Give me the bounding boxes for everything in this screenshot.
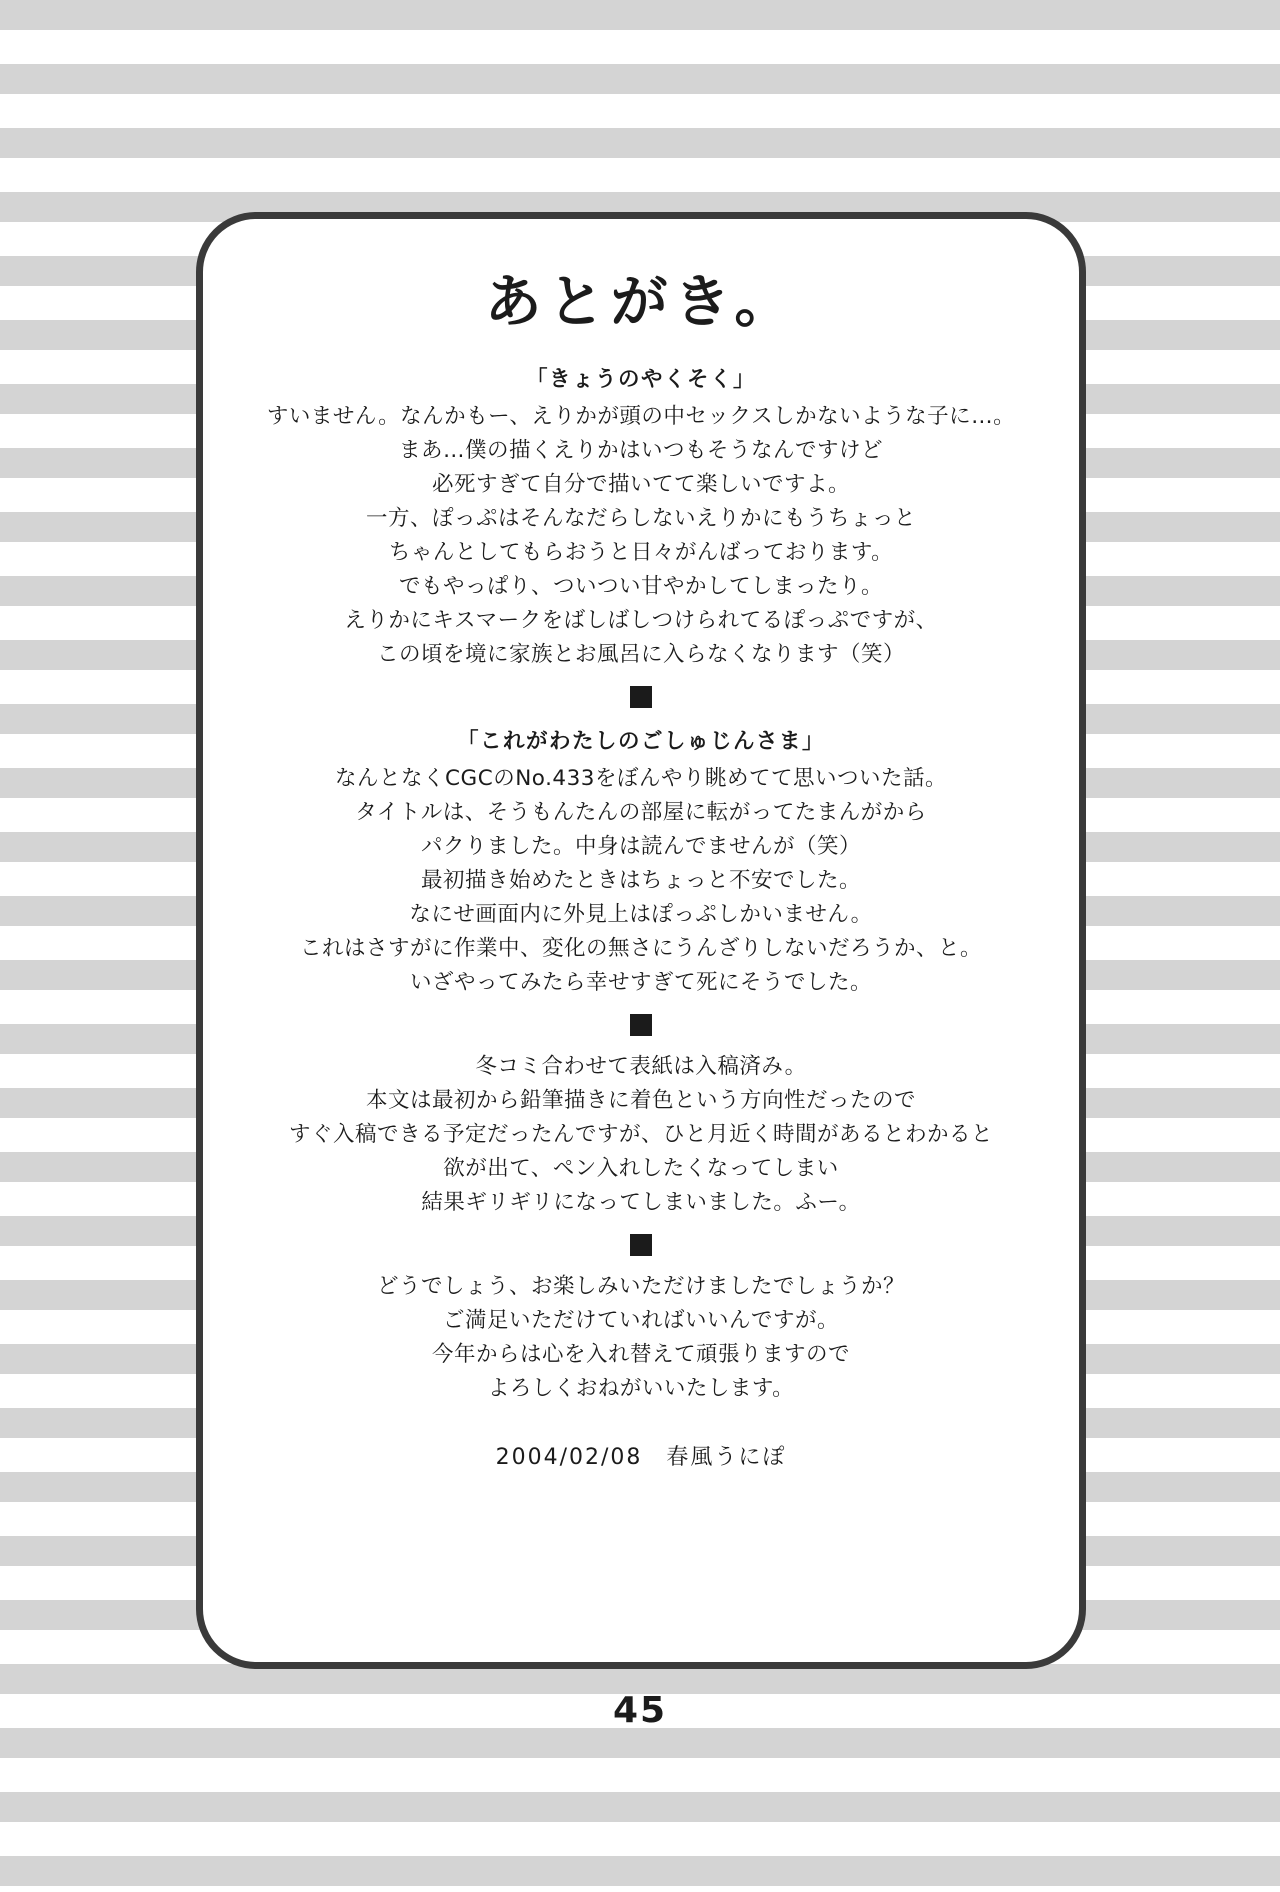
afterword-section-2 [243,722,1039,1000]
page-number: 45 [612,1690,668,1731]
signature-line: 2004/02/08 春風うにぽ [495,1444,787,1470]
body-line: 冬コミ合わせて表紙は入稿済み。 [475,1053,807,1079]
body-line: この頃を境に家族とお風呂に入らなくなります（笑） [376,641,905,667]
afterword-section-1 [243,360,1039,672]
body-line: なんとなくCGCのNo.433をぼんやり眺めてて思いついた話。 [335,765,947,791]
body-line: パクりました。中身は読んでませんが（笑） [420,833,861,859]
body-line: ちゃんとしてもらおうと日々がんばっております。 [388,539,894,565]
body-line: タイトルは、そうもんたんの部屋に転がってたまんがから [355,799,927,825]
section-divider-square [630,686,652,708]
body-line: すいません。なんかもー、えりかが頭の中セックスしかないような子に…。 [266,403,1016,429]
body-line: これはさすがに作業中、変化の無さにうんざりしないだろうか、と。 [299,935,982,961]
afterword-card [196,212,1086,1669]
body-line: えりかにキスマークをばしばしつけられてるぽっぷですが、 [344,607,938,633]
body-line: 本文は最初から鉛筆描きに着色という方向性だったので [365,1087,916,1113]
body-line: いざやってみたら幸せすぎて死にそうでした。 [409,969,872,995]
body-line: よろしくおねがいいたします。 [487,1375,795,1401]
section-divider-square [630,1234,652,1256]
section-heading: 「これがわたしのごしゅじんさま」 [456,728,825,754]
page-title: あとがき。 [484,269,798,335]
afterword-section-3 [243,1050,1039,1220]
body-line: すぐ入稿できる予定だったんですが、ひと月近く時間があるとわかると [288,1121,993,1147]
section-divider-square [630,1014,652,1036]
body-line: 結果ギリギリになってしまいました。ふー。 [421,1189,861,1215]
body-line: 一方、ぽっぷはそんなだらしないえりかにもうちょっと [365,505,916,531]
body-line: 必死すぎて自分で描いてて楽しいですよ。 [431,471,850,497]
body-line: まあ…僕の描くえりかはいつもそうなんですけど [398,437,883,463]
body-line: 最初描き始めたときはちょっと不安でした。 [420,867,861,893]
body-line: なにせ画面内に外見上はぽっぷしかいません。 [409,901,873,927]
body-line: どうでしょう、お楽しみいただけましたでしょうか？ [376,1273,905,1299]
body-line: でもやっぱり、ついつい甘やかしてしまったり。 [398,573,883,599]
afterword-section-4 [243,1270,1039,1406]
afterword-content [203,219,1079,1501]
body-line: 今年からは心を入れ替えて頑張りますので [431,1341,850,1367]
body-line: 欲が出て、ペン入れしたくなってしまい [443,1155,839,1181]
body-line: ご満足いただけていればいいんですが。 [442,1307,839,1333]
section-heading: 「きょうのやくそく」 [525,366,756,392]
